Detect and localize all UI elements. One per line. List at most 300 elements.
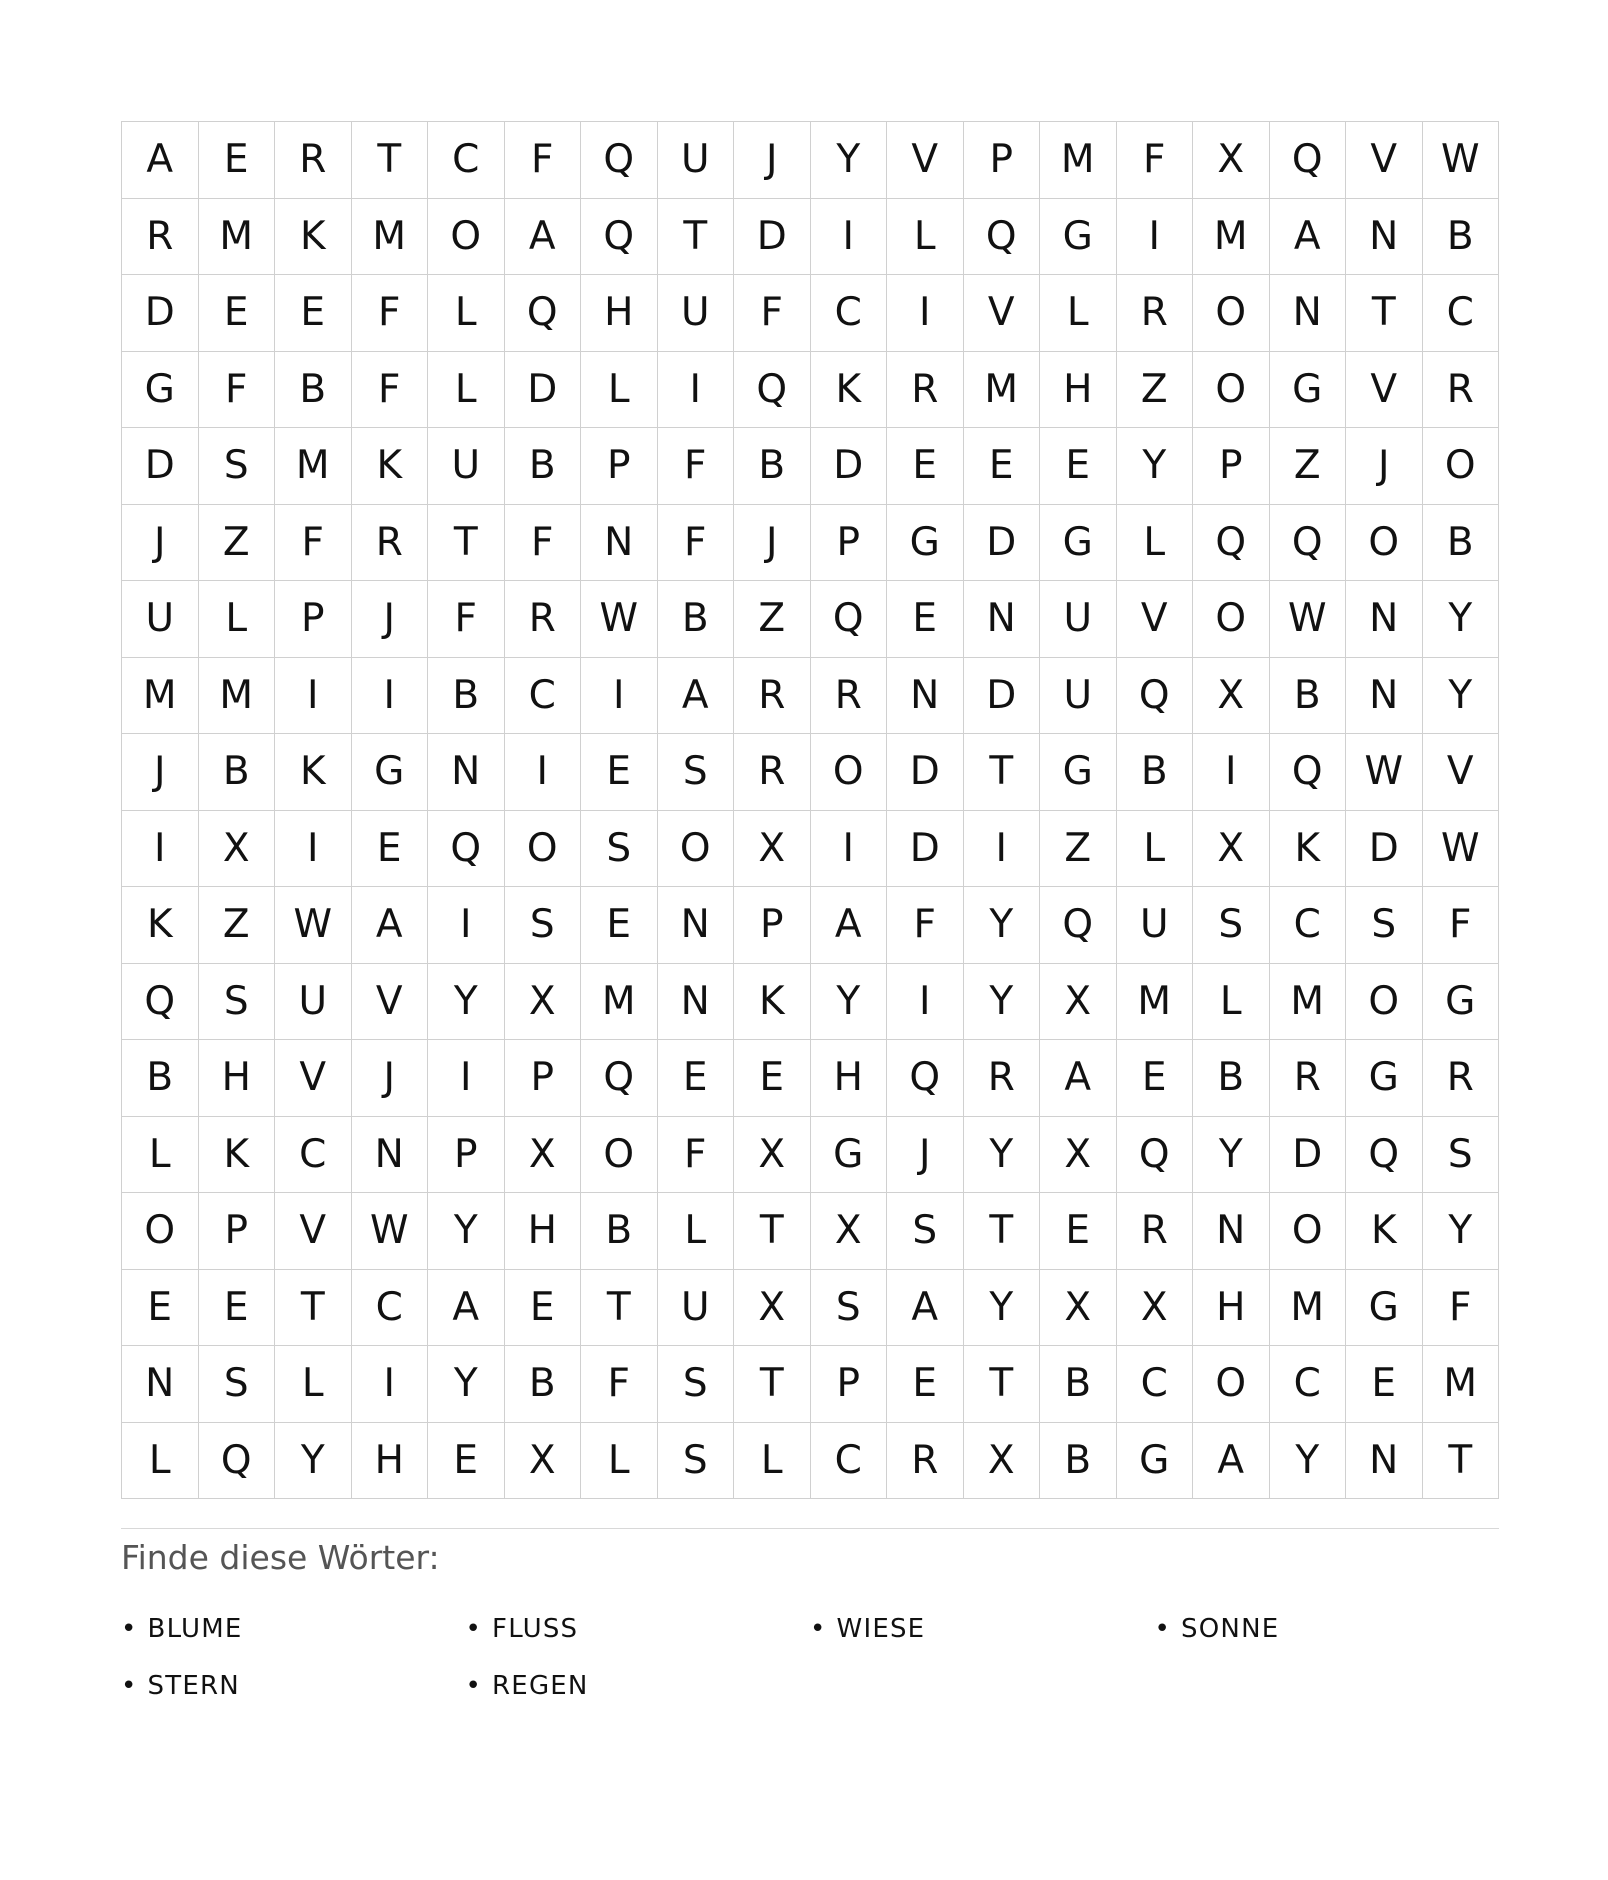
grid-cell[interactable]: M <box>352 199 429 276</box>
grid-cell[interactable]: P <box>964 122 1041 199</box>
grid-cell[interactable]: W <box>275 887 352 964</box>
grid-cell[interactable]: F <box>505 122 582 199</box>
grid-cell[interactable]: G <box>1040 199 1117 276</box>
grid-cell[interactable]: F <box>352 275 429 352</box>
grid-cell[interactable]: G <box>1423 964 1500 1041</box>
grid-cell[interactable]: M <box>1193 199 1270 276</box>
grid-cell[interactable]: B <box>275 352 352 429</box>
grid-cell[interactable]: Q <box>887 1040 964 1117</box>
grid-cell[interactable]: U <box>1040 581 1117 658</box>
grid-cell[interactable]: N <box>887 658 964 735</box>
grid-cell[interactable]: P <box>734 887 811 964</box>
grid-cell[interactable]: T <box>1423 1423 1500 1500</box>
grid-cell[interactable]: Q <box>1193 505 1270 582</box>
grid-cell[interactable]: X <box>1193 658 1270 735</box>
grid-cell[interactable]: P <box>1193 428 1270 505</box>
grid-cell[interactable]: C <box>352 1270 429 1347</box>
grid-cell[interactable]: X <box>199 811 276 888</box>
grid-cell[interactable]: X <box>505 964 582 1041</box>
grid-cell[interactable]: N <box>1346 581 1423 658</box>
grid-cell[interactable]: J <box>734 122 811 199</box>
grid-cell[interactable]: K <box>1346 1193 1423 1270</box>
grid-cell[interactable]: S <box>658 734 735 811</box>
grid-cell[interactable]: G <box>1040 505 1117 582</box>
grid-cell[interactable]: Y <box>1193 1117 1270 1194</box>
grid-cell[interactable]: F <box>734 275 811 352</box>
grid-cell[interactable]: Q <box>428 811 505 888</box>
grid-cell[interactable]: O <box>428 199 505 276</box>
grid-cell[interactable]: M <box>1423 1346 1500 1423</box>
grid-cell[interactable]: Y <box>964 1117 1041 1194</box>
grid-cell[interactable]: I <box>581 658 658 735</box>
grid-cell[interactable]: B <box>1040 1346 1117 1423</box>
grid-cell[interactable]: F <box>581 1346 658 1423</box>
grid-cell[interactable]: I <box>1117 199 1194 276</box>
grid-cell[interactable]: N <box>1270 275 1347 352</box>
grid-cell[interactable]: P <box>199 1193 276 1270</box>
grid-cell[interactable]: W <box>1270 581 1347 658</box>
grid-cell[interactable]: S <box>658 1346 735 1423</box>
grid-cell[interactable]: O <box>581 1117 658 1194</box>
grid-cell[interactable]: T <box>964 1346 1041 1423</box>
grid-cell[interactable]: E <box>428 1423 505 1500</box>
grid-cell[interactable]: G <box>1346 1040 1423 1117</box>
grid-cell[interactable]: Z <box>734 581 811 658</box>
grid-cell[interactable]: O <box>122 1193 199 1270</box>
grid-cell[interactable]: Q <box>505 275 582 352</box>
grid-cell[interactable]: C <box>428 122 505 199</box>
grid-cell[interactable]: I <box>122 811 199 888</box>
grid-cell[interactable]: G <box>1117 1423 1194 1500</box>
grid-cell[interactable]: F <box>658 1117 735 1194</box>
grid-cell[interactable]: Q <box>1270 505 1347 582</box>
grid-cell[interactable]: P <box>428 1117 505 1194</box>
grid-cell[interactable]: R <box>122 199 199 276</box>
grid-cell[interactable]: A <box>428 1270 505 1347</box>
grid-cell[interactable]: E <box>199 1270 276 1347</box>
grid-cell[interactable]: O <box>1346 964 1423 1041</box>
grid-cell[interactable]: C <box>1270 1346 1347 1423</box>
grid-cell[interactable]: N <box>581 505 658 582</box>
grid-cell[interactable]: O <box>1270 1193 1347 1270</box>
grid-cell[interactable]: N <box>1346 199 1423 276</box>
grid-cell[interactable]: X <box>734 1270 811 1347</box>
grid-cell[interactable]: E <box>887 1346 964 1423</box>
grid-cell[interactable]: V <box>1346 352 1423 429</box>
grid-cell[interactable]: L <box>658 1193 735 1270</box>
grid-cell[interactable]: K <box>1270 811 1347 888</box>
grid-cell[interactable]: T <box>964 1193 1041 1270</box>
grid-cell[interactable]: R <box>1423 1040 1500 1117</box>
grid-cell[interactable]: R <box>1117 275 1194 352</box>
grid-cell[interactable]: W <box>1423 122 1500 199</box>
grid-cell[interactable]: F <box>275 505 352 582</box>
grid-cell[interactable]: Z <box>1270 428 1347 505</box>
grid-cell[interactable]: M <box>1040 122 1117 199</box>
grid-cell[interactable]: M <box>581 964 658 1041</box>
grid-cell[interactable]: E <box>887 581 964 658</box>
grid-cell[interactable]: S <box>199 964 276 1041</box>
grid-cell[interactable]: R <box>964 1040 1041 1117</box>
grid-cell[interactable]: A <box>1270 199 1347 276</box>
grid-cell[interactable]: L <box>199 581 276 658</box>
grid-cell[interactable]: R <box>352 505 429 582</box>
grid-cell[interactable]: L <box>1193 964 1270 1041</box>
grid-cell[interactable]: N <box>122 1346 199 1423</box>
grid-cell[interactable]: G <box>1270 352 1347 429</box>
grid-cell[interactable]: L <box>428 275 505 352</box>
grid-cell[interactable]: D <box>734 199 811 276</box>
grid-cell[interactable]: Y <box>964 1270 1041 1347</box>
grid-cell[interactable]: J <box>352 581 429 658</box>
grid-cell[interactable]: Y <box>1270 1423 1347 1500</box>
grid-cell[interactable]: B <box>581 1193 658 1270</box>
grid-cell[interactable]: O <box>1193 581 1270 658</box>
grid-cell[interactable]: S <box>1423 1117 1500 1194</box>
grid-cell[interactable]: Y <box>428 1193 505 1270</box>
grid-cell[interactable]: E <box>1346 1346 1423 1423</box>
grid-cell[interactable]: I <box>505 734 582 811</box>
grid-cell[interactable]: J <box>887 1117 964 1194</box>
grid-cell[interactable]: F <box>505 505 582 582</box>
grid-cell[interactable]: Q <box>581 122 658 199</box>
grid-cell[interactable]: Q <box>964 199 1041 276</box>
grid-cell[interactable]: M <box>122 658 199 735</box>
grid-cell[interactable]: I <box>352 1346 429 1423</box>
grid-cell[interactable]: D <box>887 734 964 811</box>
grid-cell[interactable]: X <box>1193 811 1270 888</box>
grid-cell[interactable]: G <box>811 1117 888 1194</box>
grid-cell[interactable]: S <box>505 887 582 964</box>
grid-cell[interactable]: F <box>658 428 735 505</box>
grid-cell[interactable]: D <box>122 275 199 352</box>
grid-cell[interactable]: Y <box>1423 658 1500 735</box>
grid-cell[interactable]: O <box>505 811 582 888</box>
grid-cell[interactable]: T <box>581 1270 658 1347</box>
grid-cell[interactable]: M <box>1270 964 1347 1041</box>
grid-cell[interactable]: L <box>1117 811 1194 888</box>
grid-cell[interactable]: U <box>658 122 735 199</box>
grid-cell[interactable]: X <box>811 1193 888 1270</box>
grid-cell[interactable]: F <box>199 352 276 429</box>
grid-cell[interactable]: T <box>1346 275 1423 352</box>
grid-cell[interactable]: G <box>352 734 429 811</box>
grid-cell[interactable]: Q <box>581 199 658 276</box>
grid-cell[interactable]: V <box>1117 581 1194 658</box>
grid-cell[interactable]: Y <box>811 122 888 199</box>
grid-cell[interactable]: E <box>275 275 352 352</box>
grid-cell[interactable]: P <box>581 428 658 505</box>
grid-cell[interactable]: Q <box>811 581 888 658</box>
grid-cell[interactable]: V <box>887 122 964 199</box>
grid-cell[interactable]: A <box>811 887 888 964</box>
grid-cell[interactable]: S <box>1346 887 1423 964</box>
grid-cell[interactable]: X <box>1117 1270 1194 1347</box>
grid-cell[interactable]: B <box>658 581 735 658</box>
grid-cell[interactable]: T <box>734 1193 811 1270</box>
grid-cell[interactable]: I <box>428 1040 505 1117</box>
grid-cell[interactable]: E <box>199 275 276 352</box>
grid-cell[interactable]: J <box>122 734 199 811</box>
grid-cell[interactable]: G <box>887 505 964 582</box>
grid-cell[interactable]: Z <box>1117 352 1194 429</box>
grid-cell[interactable]: R <box>1270 1040 1347 1117</box>
grid-cell[interactable]: L <box>581 352 658 429</box>
grid-cell[interactable]: B <box>1040 1423 1117 1500</box>
grid-cell[interactable]: N <box>1346 658 1423 735</box>
grid-cell[interactable]: E <box>658 1040 735 1117</box>
grid-cell[interactable]: I <box>811 199 888 276</box>
grid-cell[interactable]: Y <box>1423 1193 1500 1270</box>
grid-cell[interactable]: G <box>1040 734 1117 811</box>
grid-cell[interactable]: N <box>352 1117 429 1194</box>
grid-cell[interactable]: X <box>505 1423 582 1500</box>
grid-cell[interactable]: A <box>1040 1040 1117 1117</box>
grid-cell[interactable]: X <box>734 1117 811 1194</box>
grid-cell[interactable]: Y <box>275 1423 352 1500</box>
grid-cell[interactable]: U <box>122 581 199 658</box>
grid-cell[interactable]: D <box>1270 1117 1347 1194</box>
grid-cell[interactable]: O <box>811 734 888 811</box>
grid-cell[interactable]: L <box>1117 505 1194 582</box>
grid-cell[interactable]: N <box>1346 1423 1423 1500</box>
grid-cell[interactable]: Q <box>1270 122 1347 199</box>
grid-cell[interactable]: U <box>1117 887 1194 964</box>
grid-cell[interactable]: B <box>734 428 811 505</box>
grid-cell[interactable]: W <box>1423 811 1500 888</box>
grid-cell[interactable]: F <box>352 352 429 429</box>
grid-cell[interactable]: E <box>199 122 276 199</box>
grid-cell[interactable]: E <box>1117 1040 1194 1117</box>
grid-cell[interactable]: R <box>1117 1193 1194 1270</box>
grid-cell[interactable]: P <box>811 1346 888 1423</box>
grid-cell[interactable]: B <box>122 1040 199 1117</box>
grid-cell[interactable]: A <box>122 122 199 199</box>
grid-cell[interactable]: I <box>964 811 1041 888</box>
grid-cell[interactable]: E <box>1040 428 1117 505</box>
grid-cell[interactable]: C <box>1117 1346 1194 1423</box>
grid-cell[interactable]: T <box>964 734 1041 811</box>
grid-cell[interactable]: B <box>428 658 505 735</box>
grid-cell[interactable]: H <box>1193 1270 1270 1347</box>
grid-cell[interactable]: M <box>964 352 1041 429</box>
grid-cell[interactable]: W <box>581 581 658 658</box>
grid-cell[interactable]: S <box>1193 887 1270 964</box>
grid-cell[interactable]: N <box>658 964 735 1041</box>
grid-cell[interactable]: D <box>122 428 199 505</box>
grid-cell[interactable]: Q <box>122 964 199 1041</box>
grid-cell[interactable]: O <box>1346 505 1423 582</box>
grid-cell[interactable]: K <box>275 734 352 811</box>
grid-cell[interactable]: J <box>352 1040 429 1117</box>
grid-cell[interactable]: F <box>1423 1270 1500 1347</box>
grid-cell[interactable]: W <box>1346 734 1423 811</box>
grid-cell[interactable]: D <box>887 811 964 888</box>
grid-cell[interactable]: S <box>658 1423 735 1500</box>
grid-cell[interactable]: K <box>734 964 811 1041</box>
grid-cell[interactable]: U <box>1040 658 1117 735</box>
grid-cell[interactable]: T <box>734 1346 811 1423</box>
grid-cell[interactable]: S <box>581 811 658 888</box>
grid-cell[interactable]: M <box>199 658 276 735</box>
grid-cell[interactable]: O <box>1193 1346 1270 1423</box>
grid-cell[interactable]: U <box>275 964 352 1041</box>
grid-cell[interactable]: C <box>275 1117 352 1194</box>
grid-cell[interactable]: I <box>887 964 964 1041</box>
grid-cell[interactable]: D <box>964 658 1041 735</box>
grid-cell[interactable]: K <box>122 887 199 964</box>
grid-cell[interactable]: E <box>352 811 429 888</box>
grid-cell[interactable]: U <box>658 275 735 352</box>
grid-cell[interactable]: R <box>811 658 888 735</box>
grid-cell[interactable]: M <box>199 199 276 276</box>
grid-cell[interactable]: Y <box>1117 428 1194 505</box>
grid-cell[interactable]: Z <box>199 887 276 964</box>
grid-cell[interactable]: L <box>122 1117 199 1194</box>
grid-cell[interactable]: V <box>1346 122 1423 199</box>
grid-cell[interactable]: J <box>122 505 199 582</box>
grid-cell[interactable]: J <box>1346 428 1423 505</box>
grid-cell[interactable]: M <box>275 428 352 505</box>
grid-cell[interactable]: A <box>1193 1423 1270 1500</box>
grid-cell[interactable]: W <box>352 1193 429 1270</box>
grid-cell[interactable]: R <box>887 1423 964 1500</box>
grid-cell[interactable]: V <box>964 275 1041 352</box>
grid-cell[interactable]: C <box>811 1423 888 1500</box>
grid-cell[interactable]: R <box>887 352 964 429</box>
grid-cell[interactable]: D <box>811 428 888 505</box>
grid-cell[interactable]: G <box>1346 1270 1423 1347</box>
grid-cell[interactable]: Y <box>811 964 888 1041</box>
grid-cell[interactable]: V <box>275 1193 352 1270</box>
grid-cell[interactable]: C <box>1423 275 1500 352</box>
grid-cell[interactable]: Q <box>581 1040 658 1117</box>
grid-cell[interactable]: B <box>1423 505 1500 582</box>
grid-cell[interactable]: B <box>1270 658 1347 735</box>
grid-cell[interactable]: C <box>811 275 888 352</box>
grid-cell[interactable]: U <box>658 1270 735 1347</box>
grid-cell[interactable]: E <box>887 428 964 505</box>
grid-cell[interactable]: A <box>352 887 429 964</box>
grid-cell[interactable]: A <box>887 1270 964 1347</box>
grid-cell[interactable]: R <box>275 122 352 199</box>
grid-cell[interactable]: I <box>887 275 964 352</box>
grid-cell[interactable]: X <box>505 1117 582 1194</box>
grid-cell[interactable]: E <box>581 887 658 964</box>
grid-cell[interactable]: D <box>964 505 1041 582</box>
grid-cell[interactable]: U <box>428 428 505 505</box>
grid-cell[interactable]: O <box>1193 275 1270 352</box>
grid-cell[interactable]: F <box>887 887 964 964</box>
grid-cell[interactable]: E <box>122 1270 199 1347</box>
grid-cell[interactable]: L <box>887 199 964 276</box>
grid-cell[interactable]: L <box>122 1423 199 1500</box>
grid-cell[interactable]: H <box>581 275 658 352</box>
grid-cell[interactable]: C <box>505 658 582 735</box>
grid-cell[interactable]: C <box>1270 887 1347 964</box>
grid-cell[interactable]: L <box>1040 275 1117 352</box>
grid-cell[interactable]: I <box>352 658 429 735</box>
grid-cell[interactable]: B <box>1117 734 1194 811</box>
grid-cell[interactable]: L <box>275 1346 352 1423</box>
grid-cell[interactable]: H <box>505 1193 582 1270</box>
grid-cell[interactable]: N <box>658 887 735 964</box>
grid-cell[interactable]: S <box>199 428 276 505</box>
grid-cell[interactable]: T <box>275 1270 352 1347</box>
grid-cell[interactable]: P <box>275 581 352 658</box>
grid-cell[interactable]: X <box>964 1423 1041 1500</box>
grid-cell[interactable]: M <box>1117 964 1194 1041</box>
grid-cell[interactable]: S <box>199 1346 276 1423</box>
grid-cell[interactable]: O <box>1193 352 1270 429</box>
grid-cell[interactable]: Q <box>734 352 811 429</box>
grid-cell[interactable]: K <box>811 352 888 429</box>
grid-cell[interactable]: Z <box>199 505 276 582</box>
grid-cell[interactable]: X <box>1040 1270 1117 1347</box>
grid-cell[interactable]: P <box>505 1040 582 1117</box>
grid-cell[interactable]: R <box>505 581 582 658</box>
grid-cell[interactable]: M <box>1270 1270 1347 1347</box>
grid-cell[interactable]: H <box>1040 352 1117 429</box>
grid-cell[interactable]: E <box>964 428 1041 505</box>
grid-cell[interactable]: S <box>811 1270 888 1347</box>
grid-cell[interactable]: J <box>734 505 811 582</box>
grid-cell[interactable]: I <box>1193 734 1270 811</box>
grid-cell[interactable]: K <box>275 199 352 276</box>
grid-cell[interactable]: B <box>505 428 582 505</box>
grid-cell[interactable]: O <box>1423 428 1500 505</box>
grid-cell[interactable]: O <box>658 811 735 888</box>
grid-cell[interactable]: N <box>1193 1193 1270 1270</box>
grid-cell[interactable]: E <box>581 734 658 811</box>
grid-cell[interactable]: B <box>1423 199 1500 276</box>
grid-cell[interactable]: L <box>734 1423 811 1500</box>
grid-cell[interactable]: F <box>428 581 505 658</box>
grid-cell[interactable]: B <box>505 1346 582 1423</box>
grid-cell[interactable]: T <box>352 122 429 199</box>
grid-cell[interactable]: T <box>658 199 735 276</box>
grid-cell[interactable]: V <box>1423 734 1500 811</box>
grid-cell[interactable]: R <box>1423 352 1500 429</box>
grid-cell[interactable]: B <box>199 734 276 811</box>
grid-cell[interactable]: B <box>1193 1040 1270 1117</box>
grid-cell[interactable]: H <box>352 1423 429 1500</box>
grid-cell[interactable]: Y <box>1423 581 1500 658</box>
grid-cell[interactable]: E <box>505 1270 582 1347</box>
grid-cell[interactable]: S <box>887 1193 964 1270</box>
grid-cell[interactable]: G <box>122 352 199 429</box>
grid-cell[interactable]: L <box>428 352 505 429</box>
grid-cell[interactable]: I <box>811 811 888 888</box>
grid-cell[interactable]: R <box>734 734 811 811</box>
grid-cell[interactable]: I <box>275 811 352 888</box>
grid-cell[interactable]: X <box>1040 964 1117 1041</box>
grid-cell[interactable]: F <box>658 505 735 582</box>
grid-cell[interactable]: Y <box>964 887 1041 964</box>
grid-cell[interactable]: I <box>275 658 352 735</box>
grid-cell[interactable]: E <box>734 1040 811 1117</box>
grid-cell[interactable]: Y <box>428 964 505 1041</box>
grid-cell[interactable]: Q <box>1270 734 1347 811</box>
grid-cell[interactable]: D <box>1346 811 1423 888</box>
grid-cell[interactable]: Q <box>199 1423 276 1500</box>
grid-cell[interactable]: D <box>505 352 582 429</box>
grid-cell[interactable]: H <box>811 1040 888 1117</box>
grid-cell[interactable]: Y <box>964 964 1041 1041</box>
grid-cell[interactable]: P <box>811 505 888 582</box>
grid-cell[interactable]: E <box>1040 1193 1117 1270</box>
grid-cell[interactable]: L <box>581 1423 658 1500</box>
